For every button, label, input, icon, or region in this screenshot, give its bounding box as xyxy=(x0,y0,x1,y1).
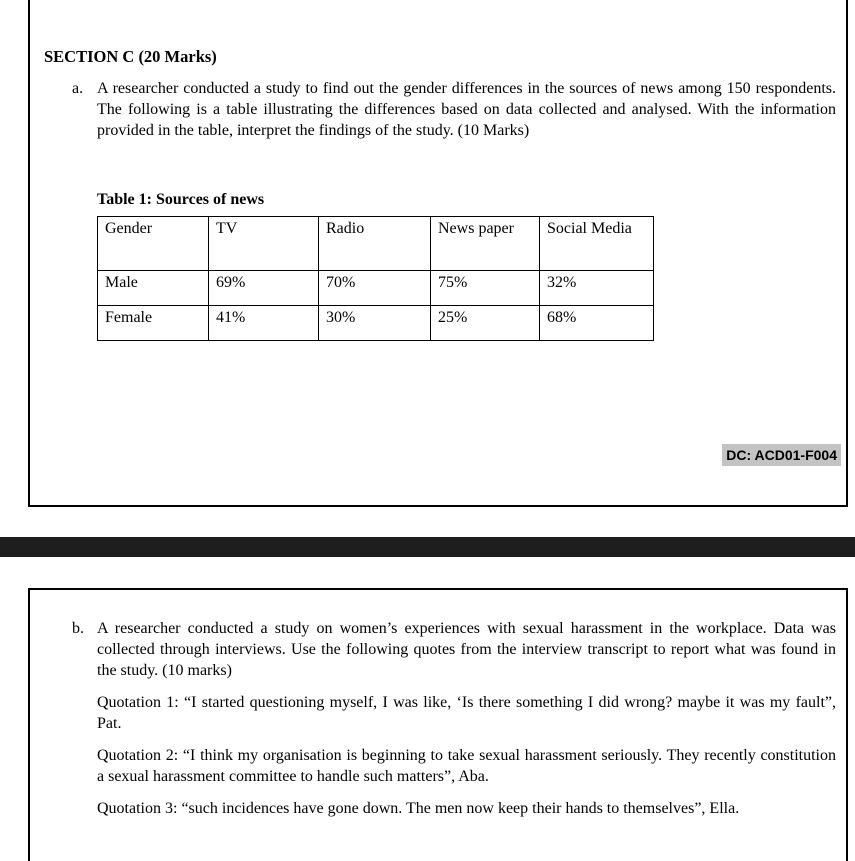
table-header-row xyxy=(98,217,654,271)
cell-female-newspaper: 25% xyxy=(431,306,540,341)
doc-code-badge: DC: ACD01-F004 xyxy=(722,444,841,466)
page-separator-band xyxy=(0,537,855,557)
col-header-tv: TV xyxy=(209,217,319,271)
cell-male-gender: Male xyxy=(98,271,209,306)
cell-female-radio: 30% xyxy=(319,306,431,341)
cell-female-tv: 41% xyxy=(209,306,319,341)
cell-male-social-media: 32% xyxy=(540,271,654,306)
quotation-3: Quotation 3: “such incidences have gone down. The men now keep their hands to themselves”, Ella. xyxy=(97,800,740,817)
table-row-female xyxy=(98,306,654,341)
cell-female-social-media: 68% xyxy=(540,306,654,341)
table-caption: Table 1: Sources of news xyxy=(97,191,265,208)
quotation-1: Quotation 1: “I started questioning myself, I was like, ‘Is there something I did wrong? maybe it was my fault”, Pat. xyxy=(97,694,836,732)
page-2 xyxy=(28,588,848,861)
col-header-radio: Radio xyxy=(319,217,431,271)
cell-male-tv: 69% xyxy=(209,271,319,306)
col-header-gender: Gender xyxy=(98,217,209,271)
cell-female-gender: Female xyxy=(98,306,209,341)
table-block xyxy=(97,189,836,341)
section-heading: SECTION C (20 Marks) xyxy=(44,47,217,66)
cell-male-newspaper: 75% xyxy=(431,271,540,306)
col-header-newspaper: News paper xyxy=(431,217,540,271)
question-b xyxy=(72,618,836,681)
news-sources-table xyxy=(97,216,654,341)
question-a-label: a. xyxy=(72,80,84,97)
question-a xyxy=(72,78,836,141)
cell-male-radio: 70% xyxy=(319,271,431,306)
table-row-male xyxy=(98,271,654,306)
page-1 xyxy=(28,0,848,507)
col-header-social-media: Social Media xyxy=(540,217,654,271)
quotation-2: Quotation 2: “I think my organisation is beginning to take sexual harassment seriously. They recently constitution a sexual harassment committee to handle such matters”, Aba. xyxy=(97,747,836,785)
question-b-text: A researcher conducted a study on women’s experiences with sexual harassment in the workplace. Data was collected through interviews. Use the following quotes from the interview transcript to report what was found in the study. (10 marks) xyxy=(97,620,836,679)
question-a-text: A researcher conducted a study to find out the gender differences in the sources of news among 150 respondents. The following is a table illustrating the differences based on data collected and analysed. With the information provided in the table, interpret the findings of the study. (10 Marks) xyxy=(97,80,836,139)
question-b-label: b. xyxy=(72,620,84,637)
